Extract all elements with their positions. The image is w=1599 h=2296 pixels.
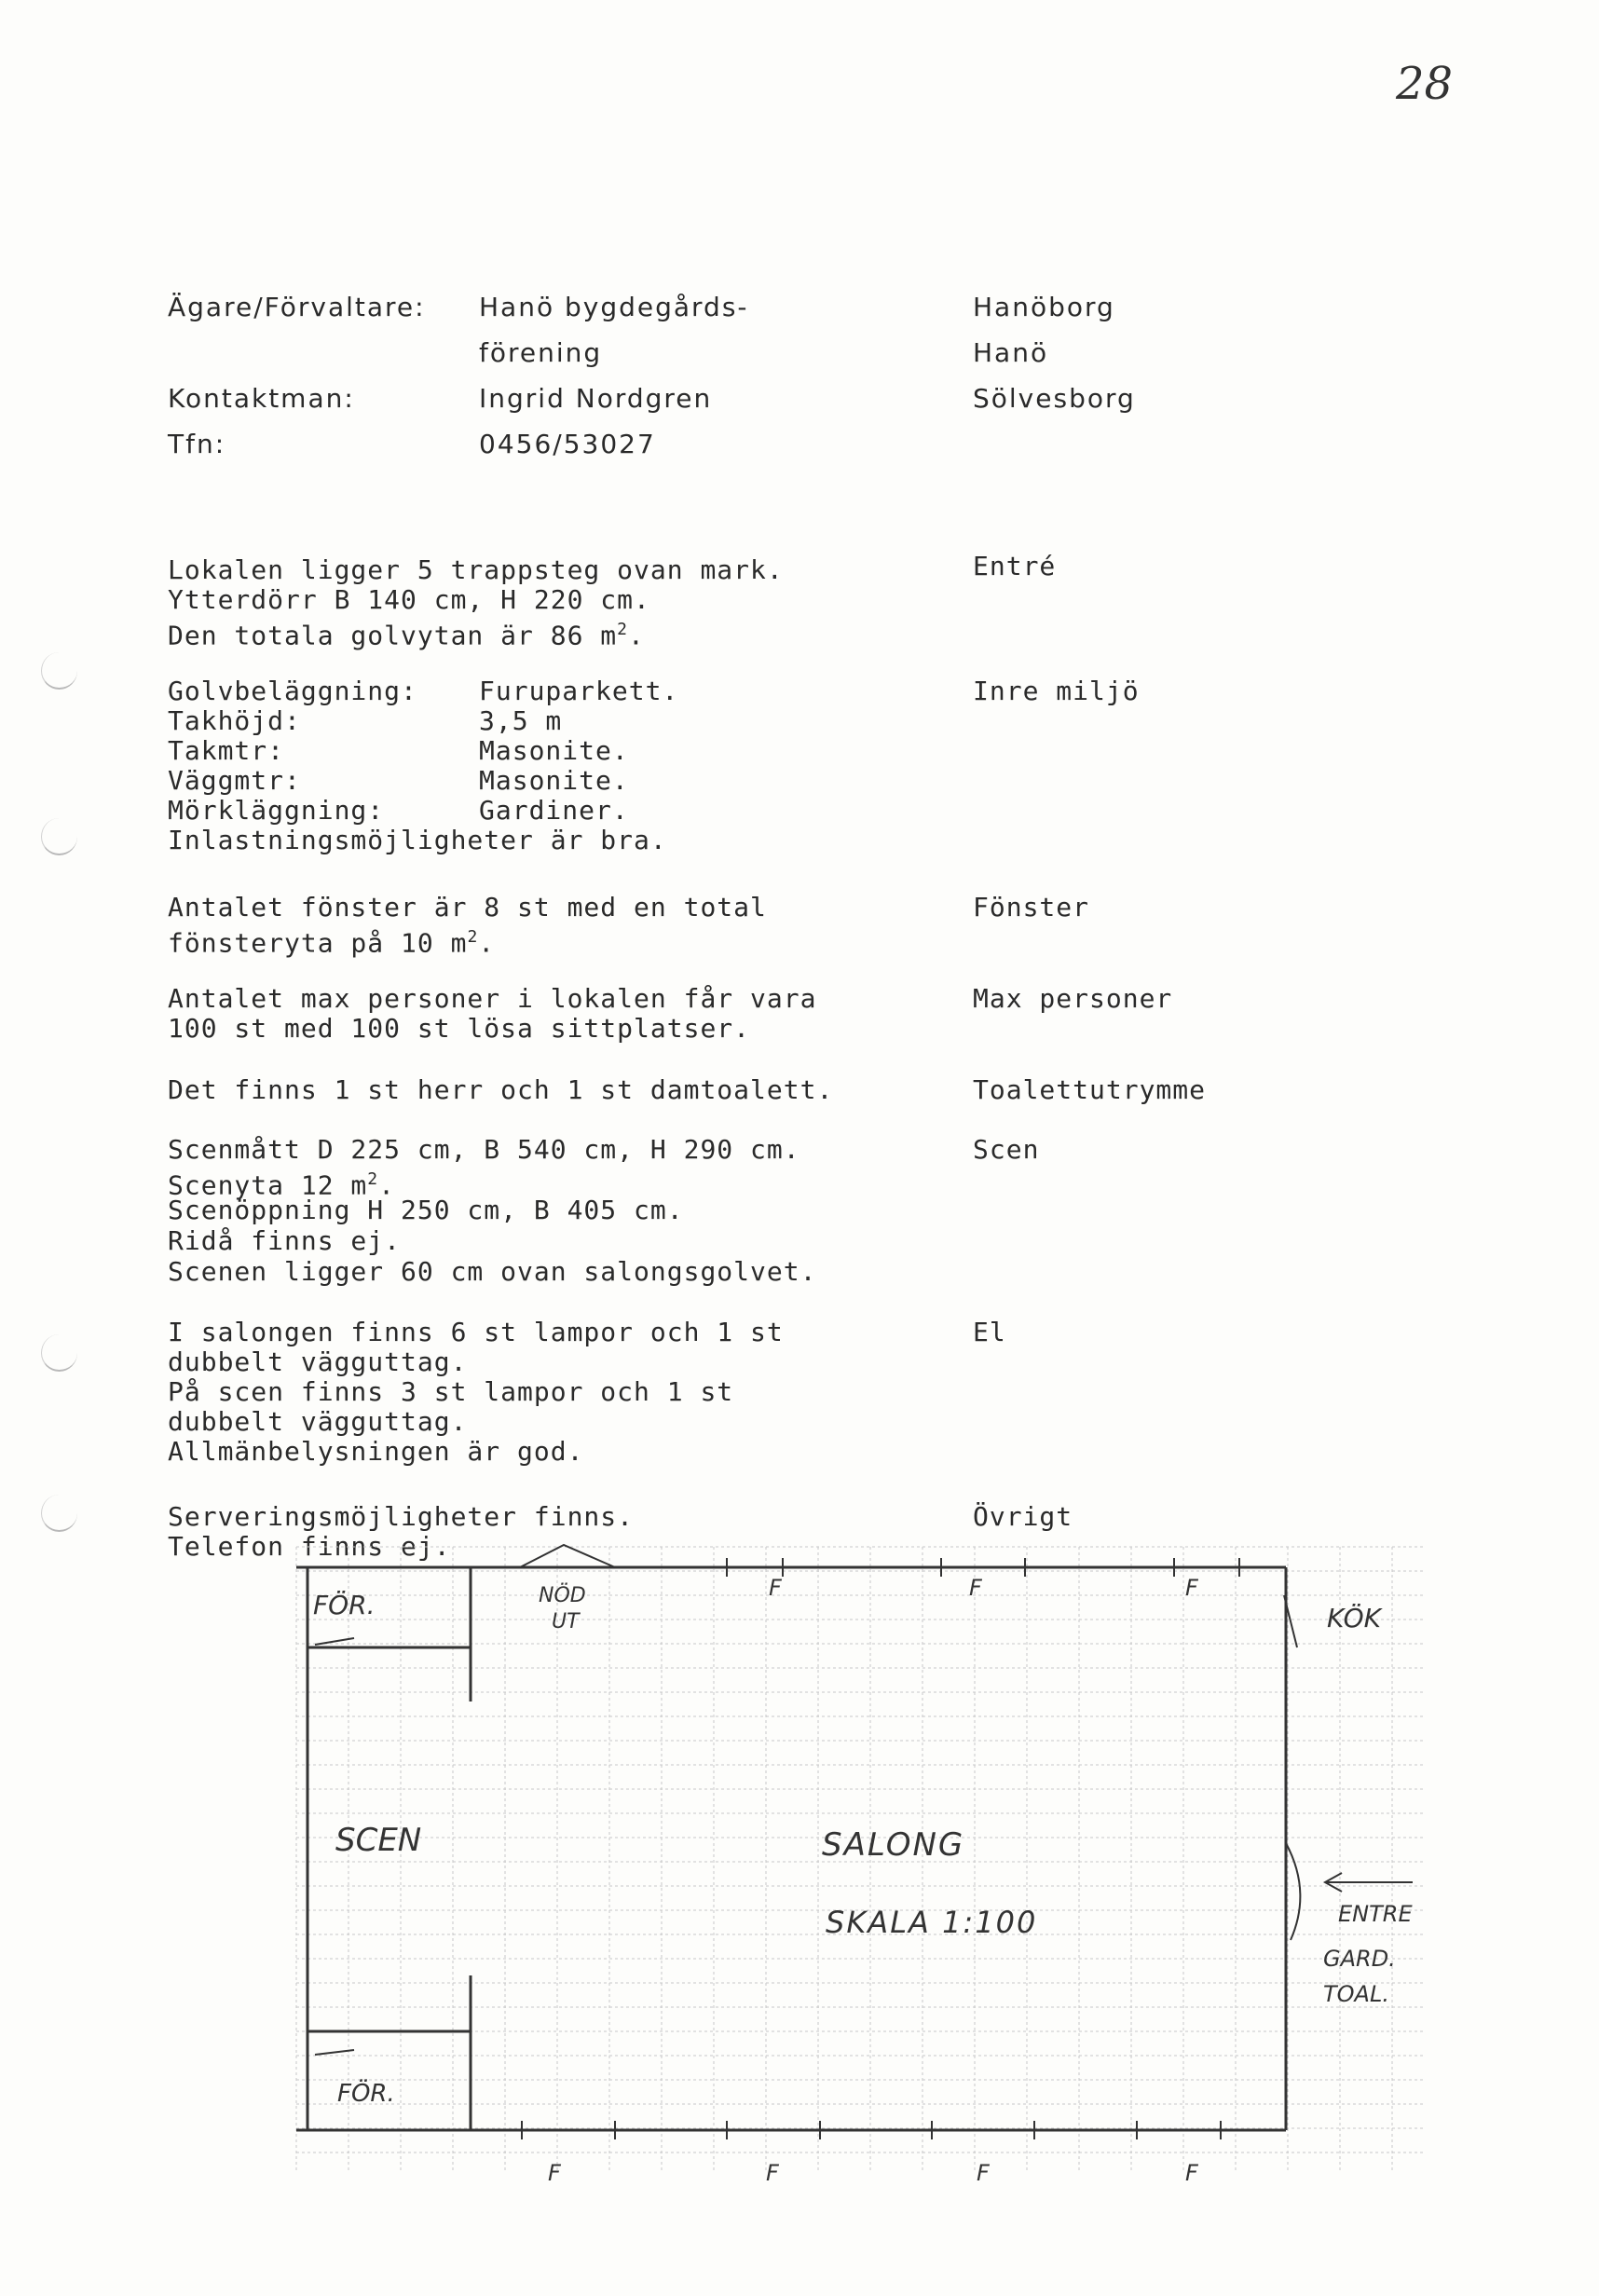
fonster-line2 (168, 922, 495, 958)
window-marker-bottom: F (766, 2160, 779, 2186)
plan-label-toal: TOAL. (1323, 1981, 1389, 2007)
doors (315, 1545, 1300, 2055)
scen-line5: Scenen ligger 60 cm ovan salongsgolvet. (168, 1256, 817, 1287)
max-line2: 100 st med 100 st lösa sittplatser. (168, 1013, 751, 1044)
scen-line2-end: . (378, 1169, 395, 1201)
inre-row-value: Masonite. (479, 765, 629, 796)
max-line1: Antalet max personer i lokalen får vara (168, 983, 817, 1014)
el-line2: dubbelt vägguttag. (168, 1346, 468, 1377)
max-heading: Max personer (973, 983, 1173, 1014)
plan-label-for-top: FÖR. (313, 1590, 376, 1620)
fonster-line2-text: fönsteryta på 10 m (168, 927, 468, 959)
plan-label-salong: SALONG (822, 1826, 965, 1864)
entrance-arrow-head (1325, 1873, 1342, 1892)
kitchen-door (1284, 1595, 1297, 1647)
inre-row-label: Golvbeläggning: (168, 676, 417, 706)
window-marker-top: F (769, 1575, 782, 1601)
scen-line1: Scenmått D 225 cm, B 540 cm, H 290 cm. (168, 1134, 800, 1165)
owner-label: Ägare/Förvaltare: (168, 292, 426, 322)
scen-line4: Ridå finns ej. (168, 1225, 402, 1256)
emergency-exit-door (520, 1545, 615, 1567)
scen-heading: Scen (973, 1134, 1040, 1165)
entrance-door (1286, 1843, 1300, 1940)
phone-label: Tfn: (168, 429, 226, 459)
for-top-door-mark (315, 1638, 354, 1645)
punch-hole-1 (41, 652, 77, 690)
plan-label-scen: SCEN (335, 1822, 422, 1859)
entre-line3-text: Den totala golvytan är 86 m (168, 620, 618, 651)
contact-value: Ingrid Nordgren (479, 383, 713, 414)
el-line1: I salongen finns 6 st lampor och 1 st (168, 1317, 784, 1347)
contact-label: Kontaktman: (168, 383, 355, 414)
entrance-arrow (1325, 1873, 1413, 1892)
scen-line2-sup: 2 (367, 1169, 379, 1189)
window-marker-bottom: F (1185, 2160, 1198, 2186)
fonster-heading: Fönster (973, 892, 1090, 922)
punch-hole-2 (41, 818, 77, 855)
owner-value-line2: förening (479, 337, 603, 368)
el-line5: Allmänbelysningen är god. (168, 1436, 584, 1467)
plan-label-skala: SKALA 1:100 (826, 1905, 1038, 1940)
entre-line2: Ytterdörr B 140 cm, H 220 cm. (168, 584, 650, 615)
toalett-heading: Toalettutrymme (973, 1074, 1207, 1105)
plan-label-nod: NÖD (539, 1584, 586, 1607)
window-marker-top: F (969, 1575, 982, 1601)
inre-row-label: Mörkläggning: (168, 795, 385, 826)
entre-line3-sup: 2 (617, 620, 628, 639)
phone-value: 0456/53027 (479, 429, 656, 459)
page-number: 28 (1396, 58, 1454, 110)
entre-line1: Lokalen ligger 5 trappsteg ovan mark. (168, 554, 784, 585)
window-marker-top: F (1185, 1575, 1198, 1601)
fonster-line1: Antalet fönster är 8 st med en total (168, 892, 767, 922)
plan-label-for-bottom: FÖR. (337, 2080, 395, 2108)
for-bottom-door-mark (315, 2050, 354, 2055)
punch-hole-4 (41, 1495, 77, 1532)
inre-row-value: Gardiner. (479, 795, 629, 826)
window-marker-bottom: F (548, 2160, 561, 2186)
ovrigt-heading: Övrigt (973, 1501, 1073, 1532)
location-line1: Hanöborg (973, 292, 1115, 322)
scen-line3: Scenöppning H 250 cm, B 405 cm. (168, 1195, 684, 1225)
inre-row-label: Takhöjd: (168, 705, 301, 736)
el-heading: El (973, 1317, 1006, 1347)
inre-heading: Inre miljö (973, 676, 1140, 706)
fonster-line2-sup: 2 (467, 927, 479, 947)
fonster-line2-end: . (478, 927, 496, 959)
plan-label-gard: GARD. (1323, 1946, 1396, 1972)
el-line3: På scen finns 3 st lampor och 1 st (168, 1376, 734, 1407)
window-marker-bottom: F (977, 2160, 990, 2186)
plan-label-entre: ENTRE (1338, 1901, 1413, 1927)
inre-row-label: Takmtr: (168, 735, 285, 766)
building-walls (296, 1567, 1286, 2130)
plan-label-ut: UT (552, 1610, 580, 1633)
entre-line3-end: . (628, 620, 645, 651)
el-line4: dubbelt vägguttag. (168, 1406, 468, 1437)
entre-heading: Entré (973, 551, 1057, 581)
toalett-line1: Det finns 1 st herr och 1 st damtoalett. (168, 1074, 834, 1105)
inre-row-value: Furuparkett. (479, 676, 679, 706)
scen-line2-text: Scenyta 12 m (168, 1169, 368, 1201)
inre-row-label: Väggmtr: (168, 765, 301, 796)
punch-hole-3 (41, 1334, 77, 1372)
ovrigt-line1: Serveringsmöjligheter finns. (168, 1501, 635, 1532)
inre-last-line: Inlastningsmöjligheter är bra. (168, 825, 667, 855)
inre-row-value: 3,5 m (479, 705, 563, 736)
owner-value-line1: Hanö bygdegårds- (479, 292, 749, 322)
inre-row-value: Masonite. (479, 735, 629, 766)
location-line3: Sölvesborg (973, 383, 1136, 414)
location-line2: Hanö (973, 337, 1049, 368)
plan-label-kok: KÖK (1327, 1603, 1382, 1633)
entre-line3 (168, 615, 645, 650)
ovrigt-line2: Telefon finns ej. (168, 1531, 451, 1562)
